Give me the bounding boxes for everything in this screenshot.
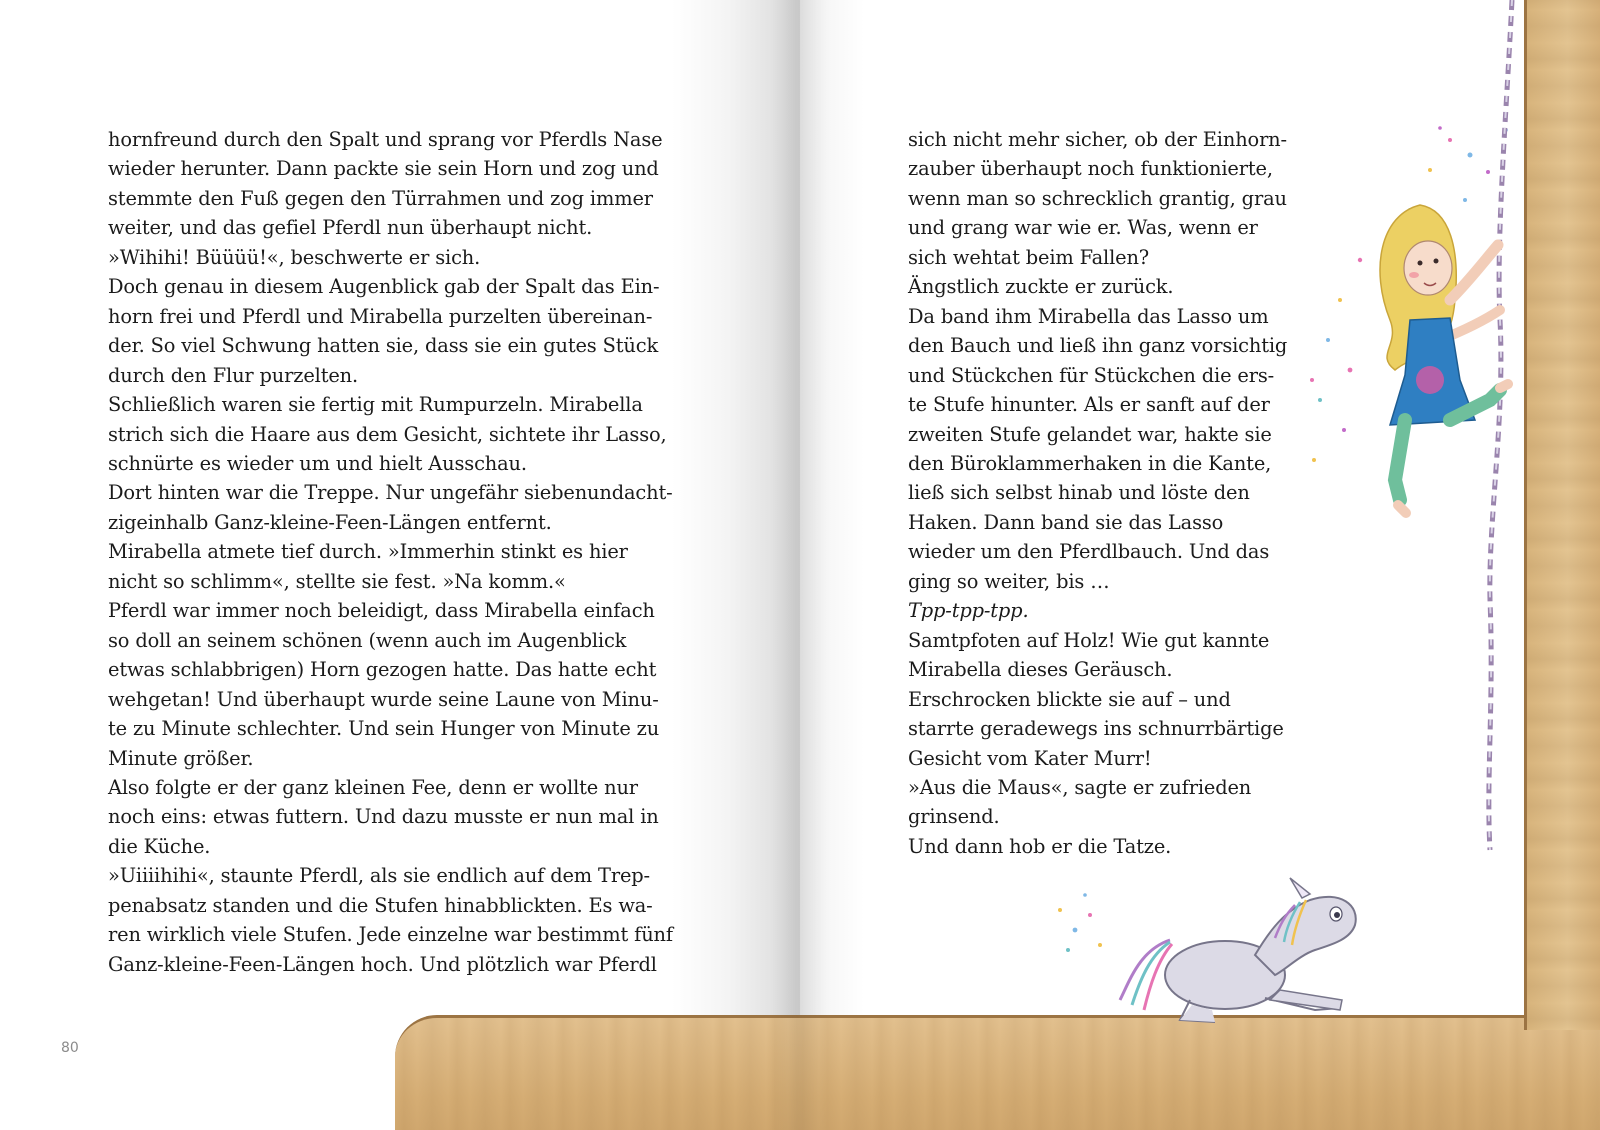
wooden-frame-bottom	[395, 1015, 1600, 1130]
girl-climbing-rope-icon	[1300, 0, 1540, 870]
text-line: wenn man so schrecklich grantig, grau	[908, 186, 1287, 210]
text-line: »Uiiiihihi«, staunte Pferdl, als sie endlich auf dem Trep-	[108, 864, 650, 888]
text-line: Also folgte er der ganz kleinen Fee, denn er wollte nur	[108, 775, 638, 799]
left-page-text	[108, 125, 758, 979]
text-line: schnürte es wieder um und hielt Ausschau.	[108, 451, 527, 475]
text-line: Ängstlich zuckte er zurück.	[908, 275, 1174, 299]
text-line: zweiten Stufe gelandet war, hakte sie	[908, 422, 1272, 446]
text-line: weiter, und das gefiel Pferdl nun überhaupt nicht.	[108, 216, 593, 240]
page-number: 80	[61, 1040, 79, 1056]
text-line: hornfreund durch den Spalt und sprang vor Pferdls Nase	[108, 128, 663, 151]
right-page-text	[908, 125, 1328, 861]
text-line: ließ sich selbst hinab und löste den	[908, 481, 1250, 505]
text-line: die Küche.	[108, 834, 211, 858]
text-line: und grang war wie er. Was, wenn er	[908, 216, 1258, 240]
text-line: Pferdl war immer noch beleidigt, dass Mirabella einfach	[108, 599, 655, 623]
text-line: »Aus die Maus«, sagte er zufrieden	[908, 775, 1252, 799]
text-line: Samtpfoten auf Holz! Wie gut kannte	[908, 628, 1270, 652]
text-line: ging so weiter, bis …	[908, 569, 1110, 593]
text-line: strich sich die Haare aus dem Gesicht, sichtete ihr Lasso,	[108, 422, 667, 446]
text-line: »Wihihi! Büüüü!«, beschwerte er sich.	[108, 245, 481, 269]
text-line: te Stufe hinunter. Als er sanft auf der	[908, 393, 1270, 417]
text-line: der. So viel Schwung hatten sie, dass sie ein gutes Stück	[108, 334, 659, 358]
text-line: Und dann hob er die Tatze.	[908, 834, 1172, 858]
text-line: wieder um den Pferdlbauch. Und das	[908, 540, 1270, 564]
text-line: Da band ihm Mirabella das Lasso um	[908, 304, 1269, 328]
text-line: stemmte den Fuß gegen den Türrahmen und zog immer	[108, 186, 653, 210]
text-line: den Büroklammerhaken in die Kante,	[908, 451, 1272, 475]
text-line: so doll an seinem schönen (wenn auch im Augenblick	[108, 628, 627, 652]
text-line: wehgetan! Und überhaupt wurde seine Laune von Minu-	[108, 687, 659, 711]
text-line: Ganz-kleine-Feen-Längen hoch. Und plötzlich war Pferdl	[108, 952, 657, 976]
text-line: den Bauch und ließ ihn ganz vorsichtig	[908, 334, 1288, 358]
text-line: horn frei und Pferdl und Mirabella purzelten übereinan-	[108, 304, 653, 328]
text-line: Minute größer.	[108, 746, 254, 770]
text-line: Dort hinten war die Treppe. Nur ungefähr siebenundacht-	[108, 481, 673, 505]
rope-icon	[1489, 0, 1512, 850]
text-line: sich wehtat beim Fallen?	[908, 245, 1150, 269]
text-line: starrte geradewegs ins schnurrbärtige	[908, 717, 1284, 741]
text-line: etwas schlabbrigen) Horn gezogen hatte. Das hatte echt	[108, 658, 657, 682]
text-line: Doch genau in diesem Augenblick gab der Spalt das Ein-	[108, 275, 660, 299]
text-line: wieder herunter. Dann packte sie sein Horn und zog und	[108, 157, 659, 181]
text-line: Mirabella atmete tief durch. »Immerhin stinkt es hier	[108, 540, 628, 564]
text-line: Haken. Dann band sie das Lasso	[908, 510, 1224, 534]
text-line: te zu Minute schlechter. Und sein Hunger von Minute zu	[108, 717, 660, 741]
text-line: grinsend.	[908, 805, 1000, 829]
text-line: und Stückchen für Stückchen die ers-	[908, 363, 1275, 387]
text-line: sich nicht mehr sicher, ob der Einhorn-	[908, 128, 1287, 151]
text-line: ren wirklich viele Stufen. Jede einzelne war bestimmt fünf	[108, 923, 673, 947]
text-line: zigeinhalb Ganz-kleine-Feen-Längen entfernt.	[108, 510, 552, 534]
sparkles-icon	[1058, 893, 1102, 952]
text-line: durch den Flur purzelten.	[108, 363, 359, 387]
text-line: Erschrocken blickte sie auf – und	[908, 687, 1231, 711]
text-line: Schließlich waren sie fertig mit Rumpurzeln. Mirabella	[108, 393, 643, 417]
text-line: Tpp-tpp-tpp.	[908, 599, 1029, 623]
text-line: nicht so schlimm«, stellte sie fest. »Na komm.«	[108, 569, 566, 593]
text-line: Gesicht vom Kater Murr!	[908, 746, 1152, 770]
text-line: noch eins: etwas futtern. Und dazu musste er nun mal in	[108, 805, 659, 829]
text-line: penabsatz standen und die Stufen hinabblickten. Es wa-	[108, 893, 653, 917]
text-line: zauber überhaupt noch funktionierte,	[908, 157, 1273, 181]
grey-unicorn-icon	[1040, 860, 1400, 1030]
text-line: Mirabella dieses Geräusch.	[908, 658, 1173, 682]
